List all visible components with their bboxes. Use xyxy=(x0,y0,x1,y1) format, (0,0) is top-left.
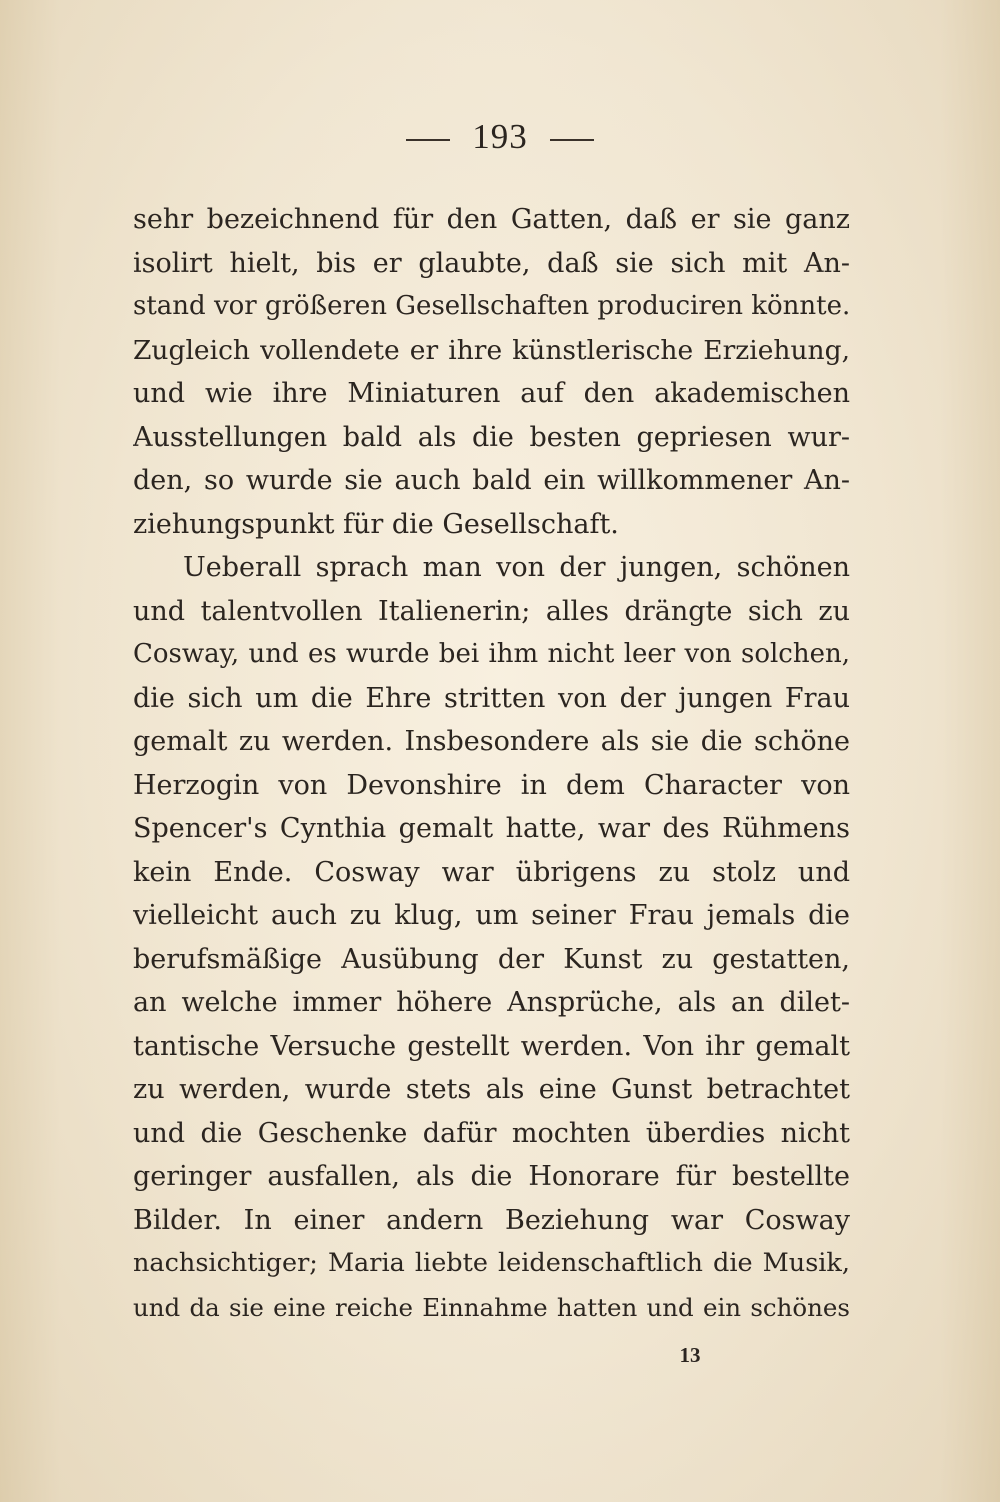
text-line: und die Geschenke dafür mochten überdies nicht xyxy=(133,1117,850,1149)
text-line: Herzogin von Devonshire in dem Character von xyxy=(133,769,850,801)
page-number: 193 xyxy=(472,117,528,156)
text-line: sehr bezeichnend für den Gatten, daß er sie ganz xyxy=(133,204,850,235)
text-line: kein Ende. Cosway war übrigens zu stolz und xyxy=(133,856,850,888)
text-line: Spencer's Cynthia gemalt hatte, war des Rühmens xyxy=(133,813,850,844)
text-line: Bilder. In einer andern Beziehung war Cosway xyxy=(133,1204,850,1236)
header-dash-right xyxy=(550,139,594,141)
text-line: geringer ausfallen, als die Honorare für bestellte xyxy=(133,1161,850,1192)
body-text xyxy=(133,198,850,1329)
text-line: Cosway, und es wurde bei ihm nicht leer von solchen, xyxy=(133,639,850,669)
text-line: Zugleich vollendete er ihre künstlerische Erziehung, xyxy=(133,334,850,366)
text-line: tantische Versuche gestellt werden. Von ihr gemalt xyxy=(133,1030,850,1062)
text-line: isolirt hielt, bis er glaubte, daß sie sich mit An- xyxy=(133,247,850,279)
page-header xyxy=(0,112,1000,162)
text-line: den, so wurde sie auch bald ein willkommener An- xyxy=(133,465,850,496)
text-line: Ausstellungen bald als die besten gepriesen wur- xyxy=(133,421,850,453)
text-line: und wie ihre Miniaturen auf den akademischen xyxy=(133,378,850,409)
text-line: zu werden, wurde stets als eine Gunst betrachtet xyxy=(133,1074,850,1105)
text-line: stand vor größeren Gesellschaften produciren könnte. xyxy=(133,291,850,321)
text-line: berufsmäßige Ausübung der Kunst zu gestatten, xyxy=(133,943,850,975)
text-line: vielleicht auch zu klug, um seiner Frau jemals die xyxy=(133,900,850,931)
text-line: an welche immer höhere Ansprüche, als an dilet- xyxy=(133,987,850,1018)
signature-mark: 13 xyxy=(679,1343,701,1367)
text-line: Ueberall sprach man von der jungen, schönen xyxy=(183,552,850,583)
header-dash-left xyxy=(406,139,450,141)
text-line: die sich um die Ehre stritten von der jungen Frau xyxy=(133,682,850,714)
text-line: nachsichtiger; Maria liebte leidenschaftlich die Musik, xyxy=(133,1248,850,1278)
text-line: und da sie eine reiche Einnahme hatten und ein schönes xyxy=(133,1292,850,1322)
text-line: gemalt zu werden. Insbesondere als sie die schöne xyxy=(133,726,850,757)
text-line: und talentvollen Italienerin; alles drängte sich zu xyxy=(133,595,850,627)
text-line: ziehungspunkt für die Gesellschaft. xyxy=(133,508,619,540)
